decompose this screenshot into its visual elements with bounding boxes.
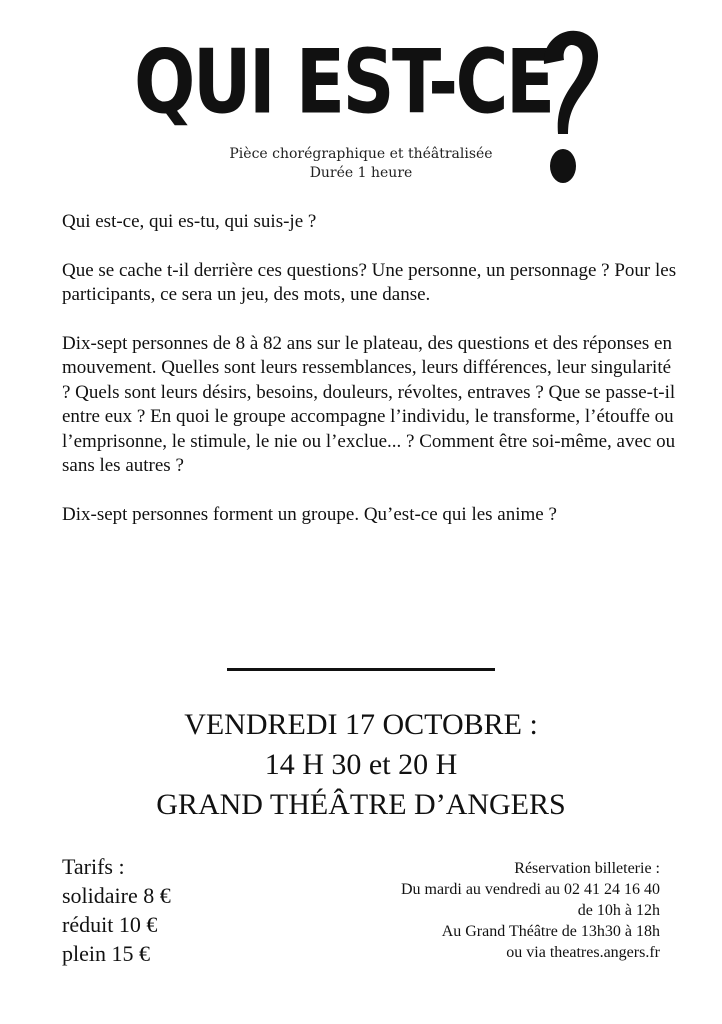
price-item: réduit 10 € — [62, 912, 158, 937]
reservation-line: Au Grand Théâtre de 13h30 à 18h — [441, 923, 660, 940]
reservation-line: de 10h à 12h — [577, 902, 660, 919]
event-info — [0, 705, 722, 825]
event-date: VENDREDI 17 OCTOBRE : — [184, 708, 538, 741]
reservation-line: Du mardi au vendredi au 02 41 24 16 40 — [400, 881, 660, 898]
price-item: solidaire 8 € — [62, 883, 171, 908]
description — [62, 210, 682, 551]
event-times: 14 H 30 et 20 H — [264, 748, 458, 781]
paragraph: Dix-sept personnes forment un groupe. Qu’est-ce qui les anime ? — [62, 503, 557, 525]
event-venue: GRAND THÉÂTRE D’ANGERS — [156, 788, 566, 821]
subtitle-genre: Pièce chorégraphique et théâtralisée — [229, 146, 493, 162]
paragraph: Dix-sept personnes de 8 à 82 ans sur le plateau, des questions et des réponses en mouvement. Quelles sont leurs ressemblances, leurs différences, leur singularité ? Quels sont leurs désirs, besoins, douleurs, révoltes, entraves ? Que se passe-t-il entre eux ? En quoi le groupe accompagne l’individu, le transforme, l’étouffe ou l’emprisonne, le stimule, le nie ou l’exclue... ? Comment être soi-même, avec ou sans les autres ? — [62, 332, 676, 476]
reservation-link[interactable]: ou via theatres.angers.fr — [506, 944, 660, 961]
divider — [227, 668, 495, 671]
prices-heading: Tarifs : — [62, 854, 125, 879]
paragraph: Qui est-ce, qui es-tu, qui suis-je ? — [62, 211, 317, 232]
subtitle — [200, 145, 522, 183]
reservation-info — [300, 858, 660, 963]
reservation-heading: Réservation billeterie : — [514, 860, 660, 877]
prices — [62, 852, 282, 968]
question-mark-icon — [538, 26, 600, 186]
subtitle-duration: Durée 1 heure — [309, 165, 413, 181]
poster-title: QUI EST-CE — [134, 30, 553, 134]
price-item: plein 15 € — [62, 941, 150, 966]
paragraph: Que se cache t-il derrière ces questions? Une personne, un personnage ? Pour les participants, ce sera un jeu, des mots, une danse. — [62, 259, 677, 305]
